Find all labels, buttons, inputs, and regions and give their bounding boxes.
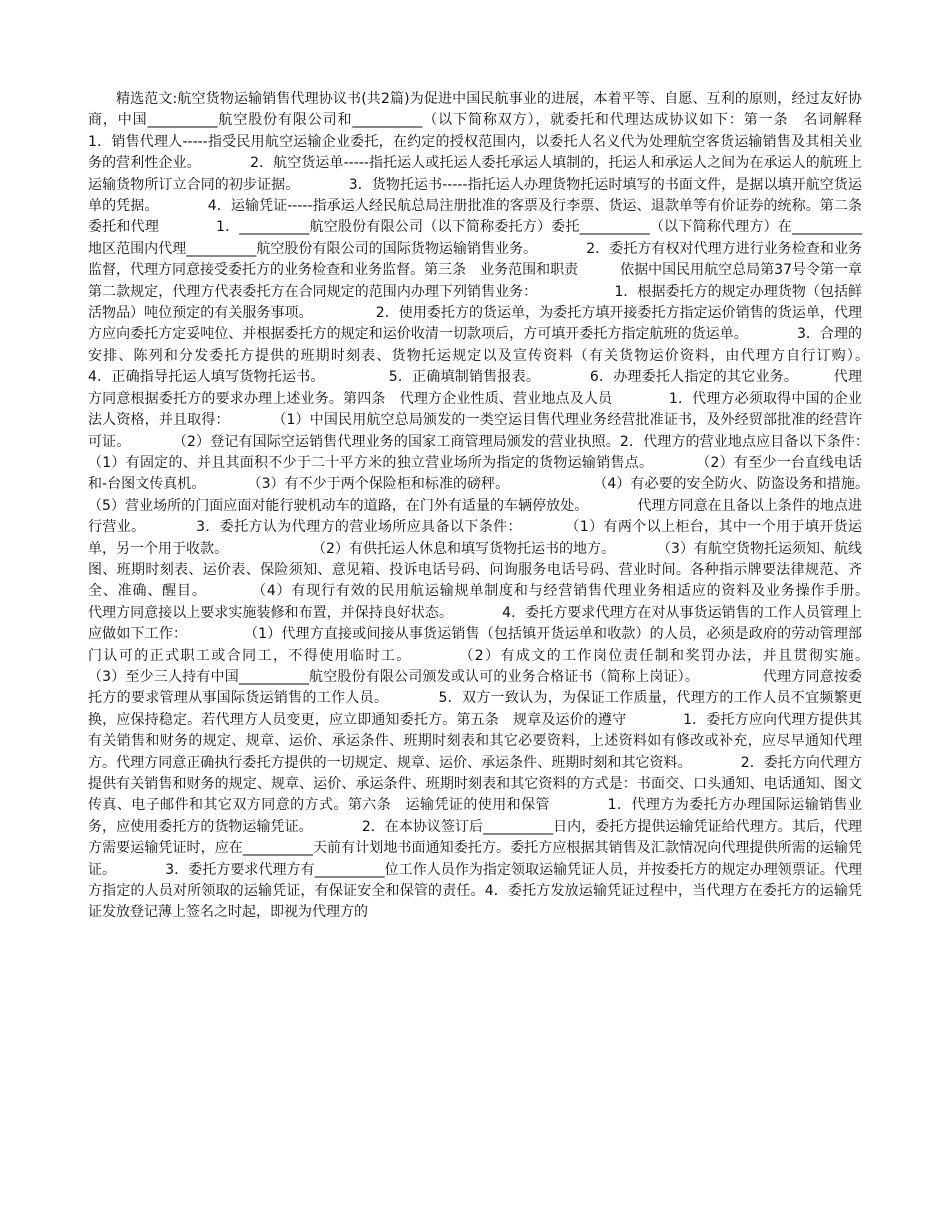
document-page xyxy=(88,89,946,1189)
document-body-text: 精选范文:航空货物运输销售代理协议书(共2篇)为促进中国民航事业的进展，本着平等、自愿、互利的原则，经过友好协商，中国__________航空股份有限公司和__________（以下简称双方），就委托和代理达成协议如下：第一条 名词解释 1．销售代理人-----指受民用航空运输企业委托，在约定的授权范围内，以委托人名义代为处理航空客货运输销售及其相关业务的营利性企业。 2．航空货运单-----指托运人或托运人委托承运人填制的，托运人和承运人之间为在承运人的航班上运输货物所订立合同的初步证据。 3．货物托运书-----指托运人办理货物托运时填写的书面文件，是据以填开航空货运单的凭据。 4．运输凭证-----指承运人经民航总局注册批准的客票及行李票、货运、退款单等有价证券的统称。第二条 委托和代理 1．__________航空股份有限公司（以下简称委托方）委托__________（以下简称代理方）在__________地区范围内代理__________航空股份有限公司的国际货物运输销售业务。 2．委托方有权对代理方进行业务检查和业务监督，代理方同意接受委托方的业务检查和业务监督。第三条 业务范围和职责 依据中国民用航空总局第37号令第一章第二款规定，代理方代表委托方在合同规定的范围内办理下列销售业务： 1．根据委托方的规定办理货物（包括鲜活物品）吨位预定的有关服务事项。 2．使用委托方的货运单，为委托方填开接委托方指定运价销售的货运单，代理方应向委托方定妥吨位、并根据委托方的规定和运价收清一切款项后，方可填开委托方指定航班的货运单。 3．合理的安排、陈列和分发委托方提供的班期时刻表、货物托运规定以及宣传资料（有关货物运价资料，由代理方自行订购）。 4．正确指导托运人填写货物托运书。 5．正确填制销售报表。 6．办理委托人指定的其它业务。 代理方同意根据委托方的要求办理上述业务。第四条 代理方企业性质、营业地点及人员 1．代理方必须取得中国的企业法人资格，并且取得： （1）中国民用航空总局颁发的一类空运目售代理业务经营批准证书，及外经贸部批准的经营许可证。 （2）登记有国际空运销售代理业务的国家工商管理局颁发的营业执照。2．代理方的营业地点应目备以下条件： （1）有固定的、并且其面积不少于二十平方米的独立营业场所为指定的货物运输销售点。 （2）有至少一台直线电话和-台图文传真机。 （3）有不少于两个保险柜和标准的磅秤。 （4）有必要的安全防火、防盗设务和措施。 （5）营业场所的门面应面对能行驶机动车的道路，在门外有适量的车辆停放处。 代理方同意在且备以上条件的地点进行营业。 3．委托方认为代理方的营业场所应具备以下条件： （1）有两个以上柜台，其中一个用于填开货运单，另一个用于收款。 （2）有供托运人休息和填写货物托运书的地方。 （3）有航空货物托运须知、航线图、班期时刻表、运价表、保险须知、意见箱、投诉电话号码、问询服务电话号码、营业时间。各种指示牌要法律规范、齐全、准确、醒目。 （4）有现行有效的民用航运输规单制度和与经营销售代理业务相适应的资料及业务操作手册。 代理方同意接以上要求实施装修和布置，并保持良好状态。 4．委托方要求代理方在对从事货运销售的工作人员管理上应做如下工作： （1）代理方直接或间接从事货运销售（包括镇开货运单和收款）的人员，必须是政府的劳动管理部门认可的正式职工或合同工，不得使用临时工。 （2）有成文的工作岗位责任制和奖罚办法，并且贯彻实施。 （3）至少三人持有中国__________航空股份有限公司颁发或认可的业务合格证书（简称上岗证）。 代理方同意按委托方的要求管理从事国际货运销售的工作人员。 5．双方一致认为，为保证工作质量，代理方的工作人员不宜频繁更换，应保持稳定。若代理方人员变更，应立即通知委托方。第五条 规章及运价的遵守 1．委托方应向代理方提供其有关销售和财务的规定、规章、运价、承运条件、班期时刻表和其它必要资料，上述资料如有修改或补充，应尽早通知代理方。代理方同意正确执行委托方提供的一切规定、规章、运价、承运条件、班期时刻和其它资料。 2．委托方向代理方提供有关销售和财务的规定、规章、运价、承运条件、班期时刻表和其它资料的方式是：书面交、口头通知、电话通知、图文传真、电子邮件和其它双方同意的方式。第六条 运输凭证的使用和保管 1．代理方为委托方办理国际运输销售业务，应使用委托方的货物运输凭证。 2．在本协议签订后__________日内，委托方提供运输凭证给代理方。其后，代理方需要运输凭证时，应在__________天前有计划地书面通知委托方。委托方应根据其销售及汇款情况向代理提供所需的运输凭证。 3．委托方要求代理方有__________位工作人员作为指定领取运输凭证人员，并按委托方的规定办理领票证。代理方指定的人员对所领取的运输凭证，有保证安全和保管的责任。4．委托方发放运输凭证过程中，当代理方在委托方的运输凭证发放登记薄上签名之时起，即视为代理方的 xyxy=(88,91,946,921)
